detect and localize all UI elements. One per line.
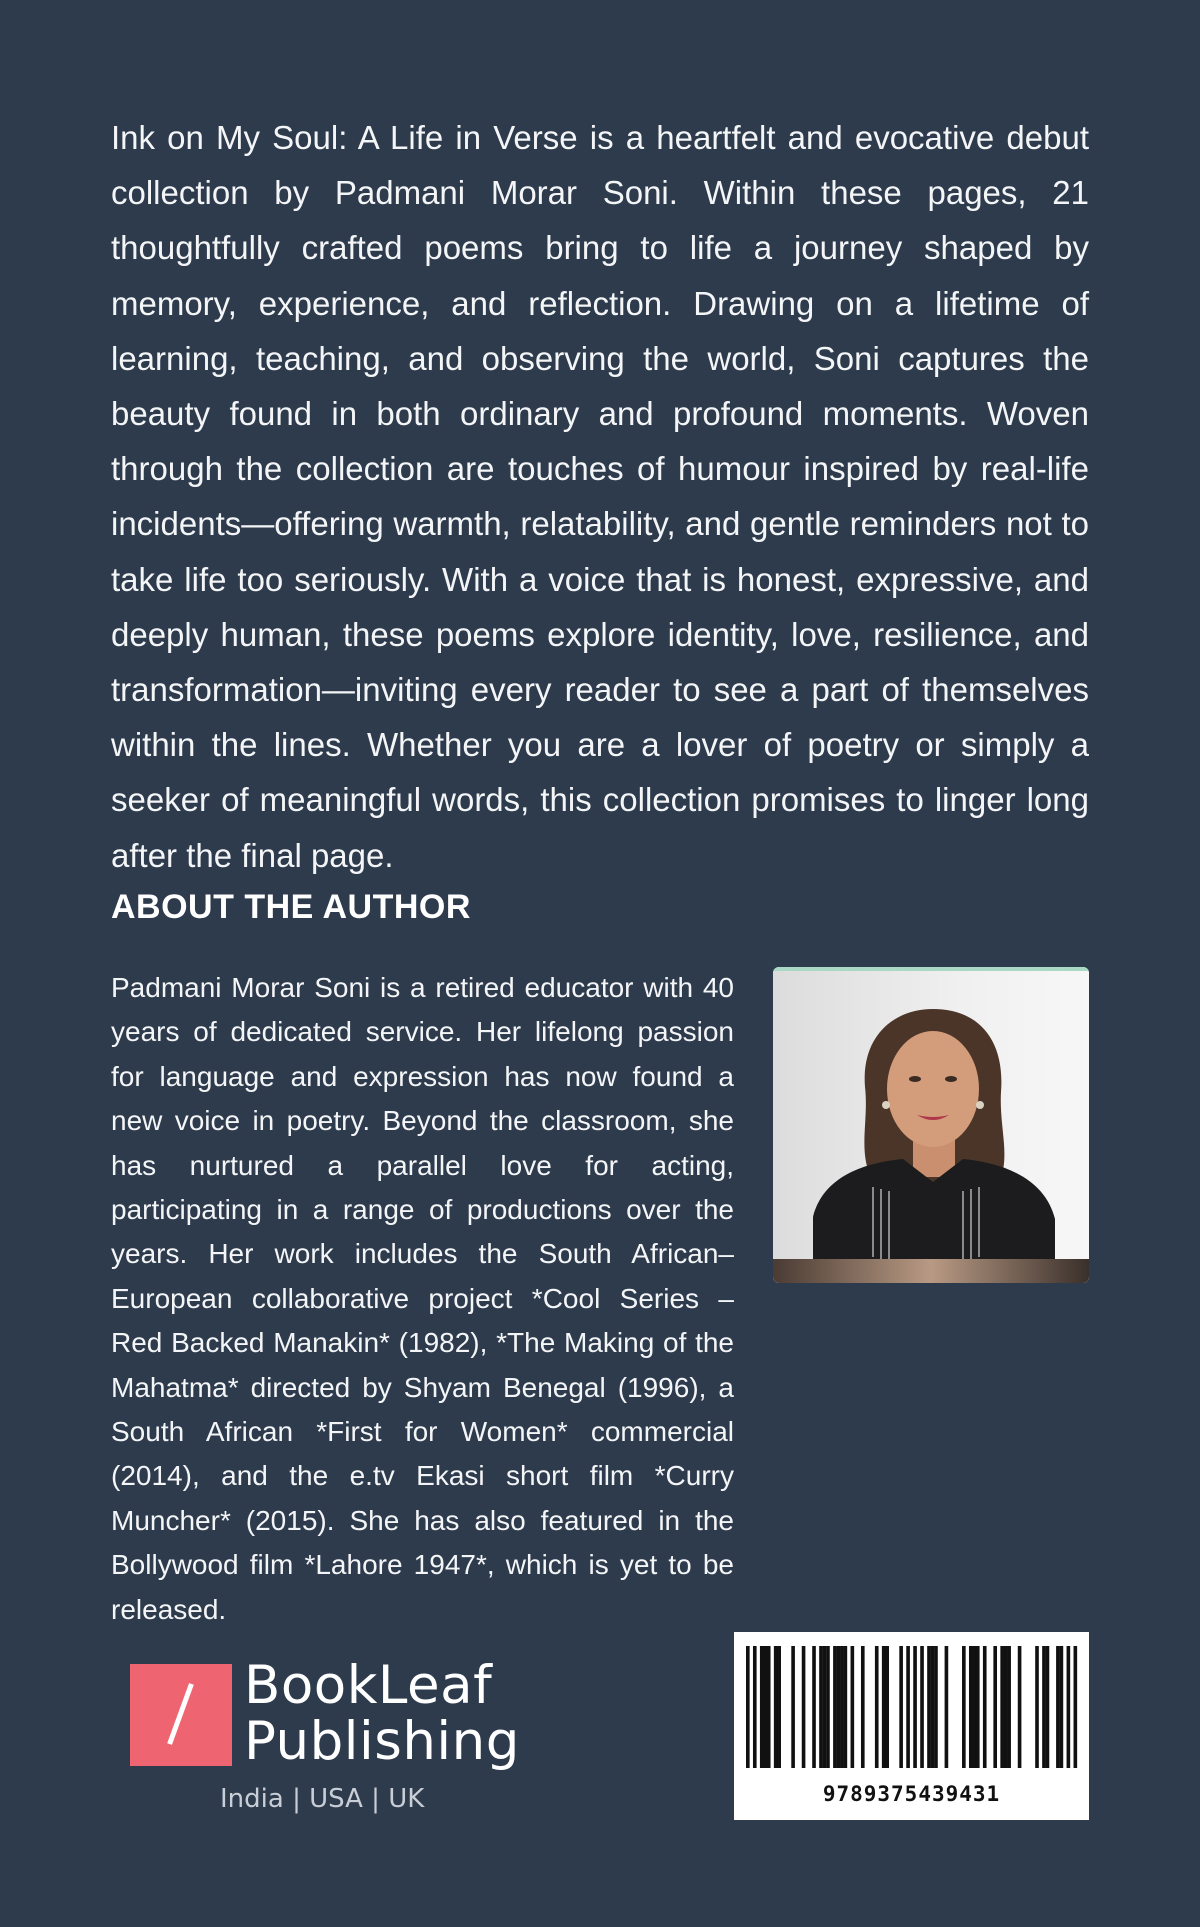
- barcode-bar: [812, 1646, 816, 1768]
- barcode-bar: [931, 1646, 935, 1768]
- barcode-bar: [899, 1646, 903, 1768]
- publisher-name-line1: BookLeaf: [244, 1655, 493, 1716]
- barcode-bar: [1067, 1646, 1071, 1768]
- barcode-bars: [734, 1632, 1089, 1782]
- barcode-bar: [1056, 1646, 1060, 1768]
- barcode-bar: [777, 1646, 781, 1768]
- publisher-name: [244, 1655, 520, 1772]
- isbn-barcode: [734, 1632, 1089, 1820]
- barcode-bar: [746, 1646, 750, 1768]
- about-author-heading: ABOUT THE AUTHOR: [111, 888, 471, 926]
- isbn-number: 9789375439431: [822, 1782, 1001, 1806]
- barcode-bar: [1035, 1646, 1039, 1768]
- barcode-bar: [861, 1646, 865, 1768]
- barcode-bar: [934, 1646, 938, 1768]
- barcode-bar: [1060, 1646, 1064, 1768]
- barcode-bar: [927, 1646, 931, 1768]
- barcode-bar: [819, 1646, 823, 1768]
- barcode-bar: [885, 1646, 889, 1768]
- barcode-bar: [962, 1646, 966, 1768]
- author-photo: [773, 967, 1089, 1283]
- barcode-bar: [763, 1646, 767, 1768]
- barcode-bar: [976, 1646, 980, 1768]
- barcode-bar: [833, 1646, 837, 1768]
- barcode-bar: [851, 1646, 855, 1768]
- barcode-bar: [791, 1646, 795, 1768]
- barcode-bar: [774, 1646, 778, 1768]
- barcode-bar: [875, 1646, 879, 1768]
- barcode-bar: [993, 1646, 997, 1768]
- barcode-bar: [823, 1646, 827, 1768]
- barcode-bar: [945, 1646, 949, 1768]
- barcode-bar: [760, 1646, 764, 1768]
- publisher-logo-mark: [130, 1664, 232, 1766]
- publisher-name-line2: Publishing: [244, 1711, 520, 1772]
- barcode-bar: [906, 1646, 910, 1768]
- barcode-bar: [972, 1646, 976, 1768]
- barcode-bar: [969, 1646, 973, 1768]
- barcode-bar: [920, 1646, 924, 1768]
- barcode-bar: [837, 1646, 841, 1768]
- publisher-logo: [130, 1655, 520, 1838]
- barcode-bar: [840, 1646, 844, 1768]
- barcode-bar: [1046, 1646, 1050, 1768]
- barcode-bar: [802, 1646, 806, 1768]
- barcode-bar: [1004, 1646, 1008, 1768]
- barcode-bar: [1000, 1646, 1004, 1768]
- barcode-bar: [1018, 1646, 1022, 1768]
- publisher-locations: India | USA | UK: [220, 1784, 425, 1814]
- author-bio: Padmani Morar Soni is a retired educator with 40 years of dedicated service. Her lifelong passion for language and expression has now found a new voice in poetry. Beyond the classroom, she has nurtured a parallel love for acting, participating in a range of productions over the years. Her work includes the South African–European collaborative project *Cool Series – Red Backed Manakin* (1982), *The Making of the Mahatma* directed by Shyam Benegal (1996), a South African *First for Women* commercial (2014), and the e.tv Ekasi short film *Curry Muncher* (2015). She has also featured in the Bollywood film *Lahore 1947*, which is yet to be released.: [111, 972, 734, 1625]
- barcode-bar: [767, 1646, 771, 1768]
- barcode-bar: [1042, 1646, 1046, 1768]
- barcode-bar: [913, 1646, 917, 1768]
- barcode-bar: [826, 1646, 830, 1768]
- barcode-bar: [753, 1646, 757, 1768]
- barcode-bar: [983, 1646, 987, 1768]
- barcode-bar: [1007, 1646, 1011, 1768]
- book-blurb: Ink on My Soul: A Life in Verse is a heartfelt and evocative debut collection by Padmani Morar Soni. Within these pages, 21 thoughtfully crafted poems bring to life a journey shaped by memory, experience, and reflection. Drawing on a lifetime of learning, teaching, and observing the world, Soni captures the beauty found in both ordinary and profound moments. Woven through the collection are touches of humour inspired by real-life incidents—offering warmth, relatability, and gentle reminders not to take life too seriously. With a voice that is honest, expressive, and deeply human, these poems explore identity, love, resilience, and transformation—inviting every reader to see a part of themselves within the lines. Whether you are a lover of poetry or simply a seeker of meaningful words, this collection promises to linger long after the final page.: [111, 119, 1089, 874]
- barcode-bar: [882, 1646, 886, 1768]
- barcode-bar: [1074, 1646, 1078, 1768]
- barcode-bar: [844, 1646, 848, 1768]
